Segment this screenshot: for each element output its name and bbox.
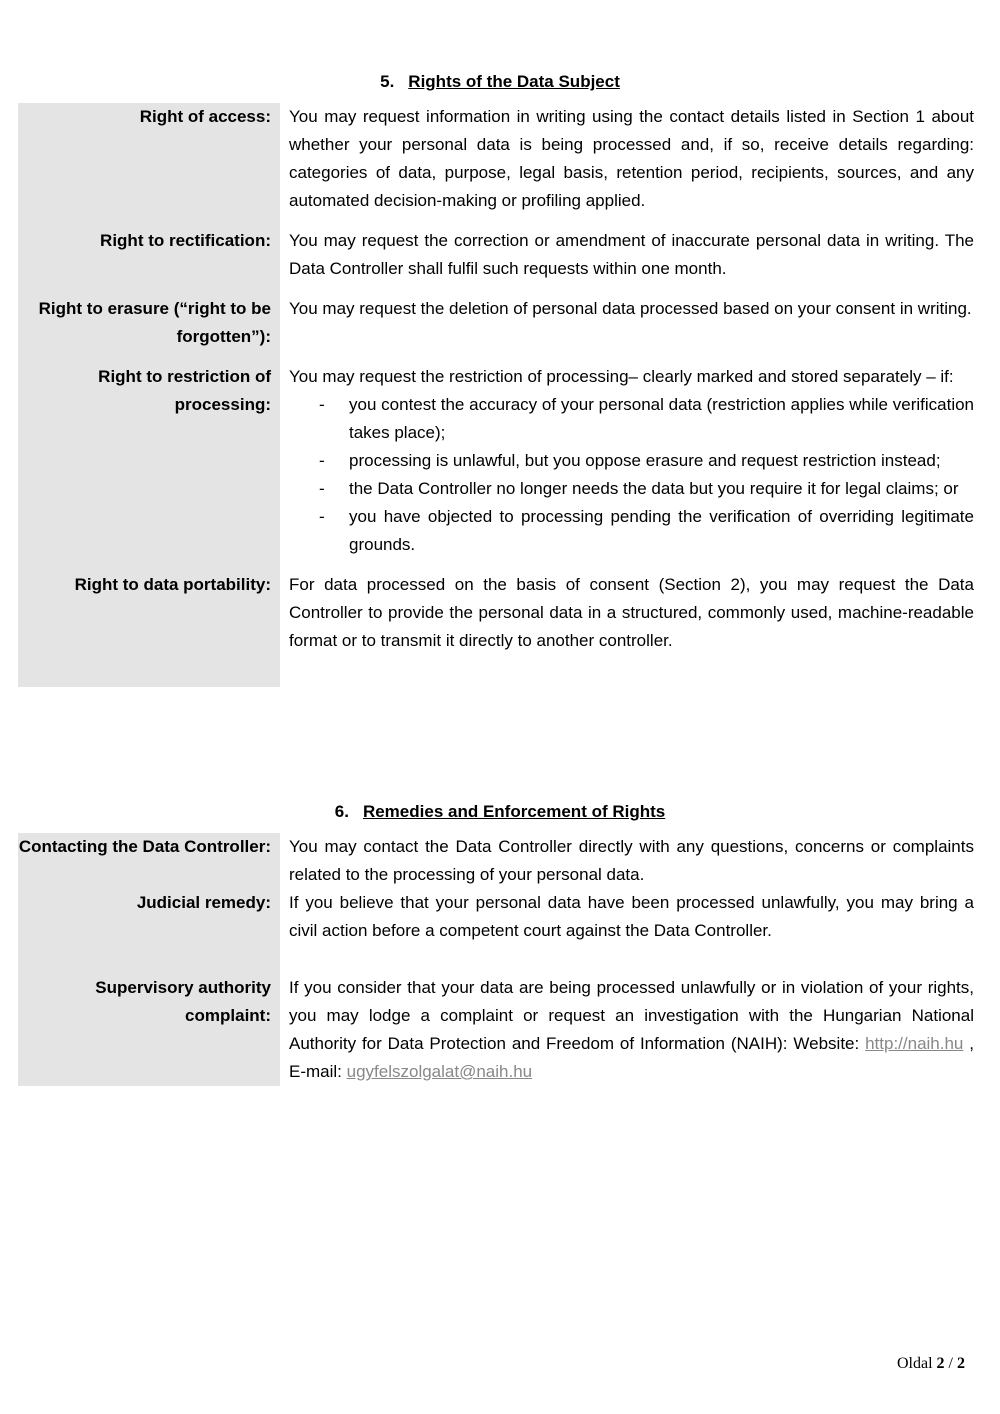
section-6-heading [0, 802, 1000, 822]
website-link[interactable]: http://naih.hu [865, 1034, 964, 1053]
dash-bullet-icon: - [319, 507, 325, 526]
list-item: - you contest the accuracy of your personal data (restriction applies while verification takes place); [289, 391, 974, 447]
row-text: You may contact the Data Controller directly with any questions, concerns or complaints related to the processing of your personal data. [289, 837, 974, 884]
row-label: Contacting the Data Controller: [18, 833, 280, 889]
table-row [18, 295, 974, 351]
dash-bullet-icon: - [319, 451, 325, 470]
row-text: You may request the restriction of processing– clearly marked and stored separately – if: [289, 367, 954, 386]
table-row [18, 889, 974, 945]
table-row [18, 103, 974, 215]
row-label: Right of access: [18, 103, 280, 215]
list-item: - processing is unlawful, but you oppose erasure and request restriction instead; [289, 447, 974, 475]
section-5-heading [0, 72, 1000, 92]
section-number: 6. [334, 802, 349, 821]
row-label: Right to rectification: [18, 227, 280, 283]
row-label: Right to erasure (“right to be forgotten”): [18, 295, 280, 351]
row-text: For data processed on the basis of consent (Section 2), you may request the Data Controller to provide the personal data in a structured, commonly used, machine-readable format or to transmit it directly to another controller. [289, 575, 974, 650]
row-label: Right to restriction of processing: [18, 363, 280, 559]
section-title: Remedies and Enforcement of Rights [362, 802, 666, 821]
row-text: You may request the deletion of personal data processed based on your consent in writing. [289, 299, 972, 318]
table-row [18, 974, 974, 1086]
restriction-list [289, 391, 974, 559]
rights-table [18, 103, 974, 687]
row-text: If you believe that your personal data have been processed unlawfully, you may bring a civil action before a competent court against the Data Controller. [289, 893, 974, 940]
email-link[interactable]: ugyfelszolgalat@naih.hu [346, 1062, 533, 1081]
list-item: - the Data Controller no longer needs the data but you require it for legal claims; or [289, 475, 974, 503]
row-text-container [280, 363, 974, 559]
row-text: You may request information in writing using the contact details listed in Section 1 about whether your personal data is being processed and, if so, receive details regarding: categories of data, purpose, legal basis, retention period, recipients, sources, and any automated decision-making or profiling applied. [289, 107, 974, 210]
section-title: Rights of the Data Subject [408, 72, 620, 91]
row-label: Right to data portability: [18, 571, 280, 655]
dash-bullet-icon: - [319, 395, 325, 414]
table-row [18, 571, 974, 655]
row-text-container: If you consider that your data are being processed unlawfully or in violation of your rights, you may lodge a complaint or request an investigation with the Hungarian National Authority for Data Protection and Freedom of Information (NAIH): Website: http://naih.hu , E-mail: ugyfelszolgalat@naih.hu [289, 978, 974, 1081]
dash-bullet-icon: - [319, 479, 325, 498]
table-row [18, 833, 974, 889]
table-row [18, 363, 974, 559]
section-number: 5. [380, 72, 395, 91]
row-label: Supervisory authority complaint: [18, 974, 280, 1086]
row-text: You may request the correction or amendment of inaccurate personal data in writing. The Data Controller shall fulfil such requests within one month. [289, 231, 974, 278]
row-label: Judicial remedy: [18, 889, 280, 945]
page-number: Oldal 2 / 2 [897, 1355, 965, 1372]
table-row [18, 227, 974, 283]
list-item: - you have objected to processing pending the verification of overriding legitimate grounds. [289, 503, 974, 559]
remedies-table [18, 833, 974, 1086]
row-text: If you consider that your data are being processed unlawfully or in violation of your rights, you may lodge a complaint or request an investigation with the Hungarian National Authority for Data Protection and Freedom of Information (NAIH): [289, 978, 974, 1053]
